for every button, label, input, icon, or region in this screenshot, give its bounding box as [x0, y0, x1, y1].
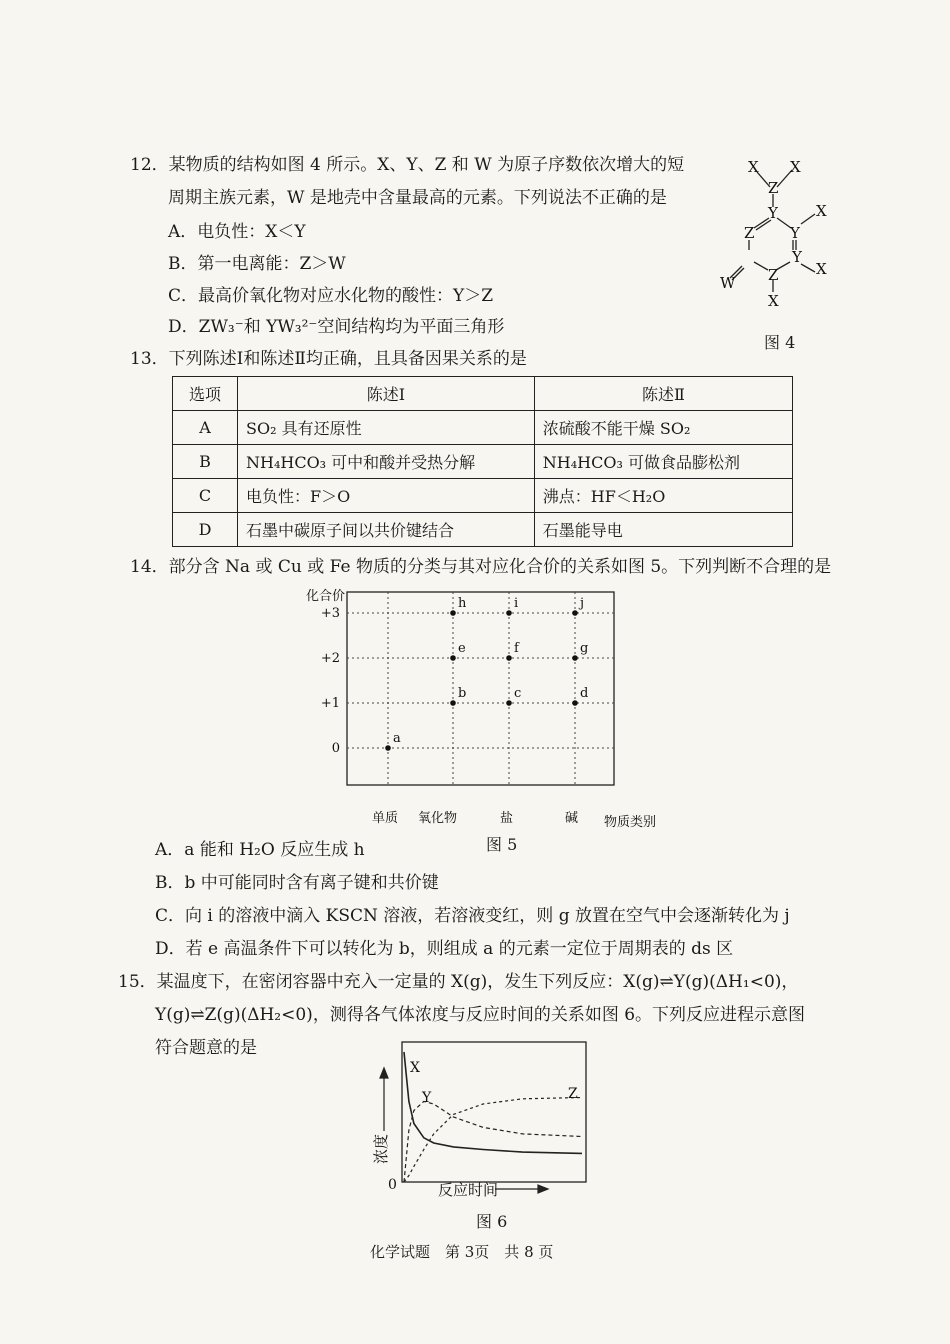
fig6-series-label-Z: Z [568, 1086, 578, 1102]
fig4-atom-z1: Z [768, 179, 779, 197]
fig5-frame [347, 592, 614, 785]
fig4-atom-z3: Z [768, 266, 779, 284]
fig5-point-label-d: d [580, 686, 589, 701]
fig4-atom-x5: X [768, 292, 779, 310]
fig5-point-label-a: a [393, 731, 401, 746]
q15-stem-line3: 符合题意的是 [155, 1038, 257, 1058]
fig5-point-label-b: b [458, 686, 467, 701]
q14-option-b: B．b 中可能同时含有离子键和共价键 [155, 873, 439, 893]
q14-option-d: D．若 e 高温条件下可以转化为 b，则组成 a 的元素一定位于周期表的 ds 区 [155, 939, 734, 959]
q12-option-d: D．ZW₃⁻和 YW₃²⁻空间结构均为平面三角形 [168, 317, 505, 337]
q13-row-c-statement1: 电负性：F＞O [238, 479, 535, 513]
fig5-xlabel: 物质类别 [604, 815, 657, 830]
q13-row-d-statement2: 石墨能导电 [534, 513, 792, 547]
q14-option-a: A．a 能和 H₂O 反应生成 h [155, 840, 365, 860]
table-row [173, 479, 793, 513]
fig5-ytick: +2 [320, 651, 340, 666]
q13-row-a-statement1: SO₂ 具有还原性 [238, 411, 535, 445]
fig4-atom-w: W [720, 274, 736, 292]
figure-6-chart [370, 1036, 600, 1206]
q12-option-a: A．电负性：X＜Y [168, 222, 306, 242]
fig5-point-label-i: i [514, 596, 519, 611]
figure-6-caption: 图 6 [476, 1212, 508, 1231]
q13-row-b-option: B [173, 445, 238, 479]
fig4-atom-x1: X [748, 158, 759, 176]
q13-row-d-statement1: 石墨中碳原子间以共价键结合 [238, 513, 535, 547]
figure-4-caption: 图 4 [764, 333, 796, 352]
q13-header-option: 选项 [173, 377, 238, 411]
fig5-point-label-h: h [458, 596, 467, 611]
table-row [173, 445, 793, 479]
fig5-xtick: 盐 [500, 811, 514, 826]
fig5-point-c [506, 700, 512, 706]
fig4-atom-z2: Z [744, 224, 755, 242]
fig4-atom-y1: Y [768, 204, 778, 222]
fig5-point-f [506, 655, 512, 661]
fig4-atom-y2: Y [790, 224, 800, 242]
q15-stem-line2: Y(g)⇌Z(g)(ΔH₂<0)，测得各气体浓度与反应时间的关系如图 6。下列反应进程示意图 [155, 1005, 806, 1025]
fig6-ylabel: 浓度 [372, 1133, 390, 1164]
fig5-ylabel: 化合价 [306, 589, 346, 604]
fig4-atom-x3: X [816, 202, 827, 220]
fig5-point-label-g: g [580, 641, 589, 656]
q15-stem-line1: 15．某温度下，在密闭容器中充入一定量的 X(g)，发生下列反应：X(g)⇌Y(g)(ΔH₁<0)， [118, 972, 799, 992]
q13-stem: 13．下列陈述Ⅰ和陈述Ⅱ均正确，且具备因果关系的是 [130, 349, 527, 369]
fig6-x-arrowhead [538, 1185, 548, 1193]
fig6-series-Z [404, 1098, 582, 1183]
fig6-series-label-X: X [410, 1060, 420, 1076]
fig5-point-label-e: e [458, 641, 466, 656]
q13-row-b-statement1: NH₄HCO₃ 可中和酸并受热分解 [238, 445, 535, 479]
fig5-point-e [450, 655, 456, 661]
fig5-xtick: 碱 [565, 811, 579, 826]
table-row [173, 513, 793, 547]
fig5-xtick: 单质 [372, 811, 399, 826]
q13-row-b-statement2: NH₄HCO₃ 可做食品膨松剂 [534, 445, 792, 479]
fig5-point-label-f: f [514, 641, 519, 656]
q13-row-a-statement2: 浓硫酸不能干燥 SO₂ [534, 411, 792, 445]
fig6-series-label-Y: Y [422, 1090, 432, 1106]
fig5-point-a [385, 745, 391, 751]
table-row [173, 411, 793, 445]
q14-stem: 14．部分含 Na 或 Cu 或 Fe 物质的分类与其对应化合价的关系如图 5。下列判断不合理的是 [130, 557, 832, 577]
fig5-point-j [572, 610, 578, 616]
q13-row-c-statement2: 沸点：HF＜H₂O [534, 479, 792, 513]
q12-option-c: C．最高价氧化物对应水化物的酸性：Y＞Z [168, 286, 494, 306]
q13-row-c-option: C [173, 479, 238, 513]
figure-5-caption: 图 5 [486, 835, 518, 854]
q13-header-statement1: 陈述Ⅰ [238, 377, 535, 411]
fig6-xlabel: 反应时间 [438, 1181, 499, 1199]
q13-table [172, 376, 793, 547]
fig5-xtick: 氧化物 [418, 811, 458, 826]
fig6-frame [402, 1042, 586, 1182]
q13-row-d-option: D [173, 513, 238, 547]
fig4-atom-x4: X [816, 260, 827, 278]
fig5-point-g [572, 655, 578, 661]
fig5-point-d [572, 700, 578, 706]
q12-stem-line1: 12．某物质的结构如图 4 所示。X、Y、Z 和 W 为原子序数依次增大的短 [130, 155, 685, 175]
fig5-point-b [450, 700, 456, 706]
fig6-y-arrowhead [380, 1068, 388, 1078]
fig5-ytick: 0 [331, 741, 340, 756]
q13-row-a-option: A [173, 411, 238, 445]
fig5-point-i [506, 610, 512, 616]
fig5-ytick: +3 [320, 606, 340, 621]
figure-4-structure [712, 150, 842, 310]
figure-5-chart [290, 580, 680, 830]
q14-option-c: C．向 i 的溶液中滴入 KSCN 溶液，若溶液变红，则 g 放置在空气中会逐渐转化为 j [155, 906, 790, 926]
fig5-ytick: +1 [320, 696, 340, 711]
page-footer: 化学试题 第 3页 共 8 页 [370, 1243, 554, 1261]
fig5-point-label-j: j [580, 596, 585, 611]
q12-option-b: B．第一电离能：Z＞W [168, 254, 346, 274]
q12-stem-line2: 周期主族元素，W 是地壳中含量最高的元素。下列说法不正确的是 [168, 188, 667, 208]
fig4-atom-y3: Y [792, 248, 802, 266]
q13-header-row [173, 377, 793, 411]
fig5-point-label-c: c [514, 686, 522, 701]
fig6-origin: 0 [388, 1177, 397, 1193]
q13-header-statement2: 陈述Ⅱ [534, 377, 792, 411]
fig5-point-h [450, 610, 456, 616]
fig4-atom-x2: X [790, 158, 801, 176]
